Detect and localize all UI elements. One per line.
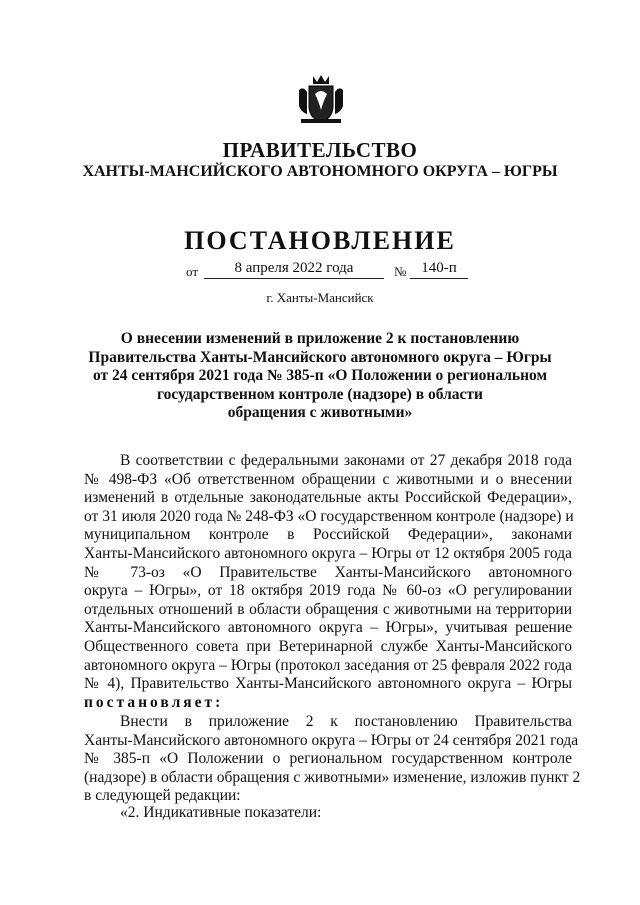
text-line: В соответствии с федеральными законами от 27 декабря 2018 года bbox=[120, 452, 572, 469]
number-label: № bbox=[394, 264, 407, 279]
text-line: № 498-ФЗ «Об ответственном обращении с животными и о внесении bbox=[84, 470, 572, 488]
region-name: ХАНТЫ-МАНСИЙСКОГО АВТОНОМНОГО ОКРУГА – ЮГРЫ bbox=[82, 163, 558, 180]
text-line: № 4), Правительство Ханты-Мансийского автономного округа – Югры bbox=[84, 675, 572, 693]
text-line: № 385-п «О Положении о региональном государственном контроле bbox=[84, 750, 572, 768]
city: г. Ханты-Мансийск bbox=[266, 290, 374, 305]
date-label: от bbox=[186, 264, 199, 279]
title-line: Правительства Ханты-Мансийского автономного округа – Югры bbox=[88, 348, 552, 366]
list-item: «2. Индикативные показатели: bbox=[120, 804, 322, 821]
title-line: от 24 сентября 2021 года № 385-п «О Положении о региональном bbox=[92, 367, 548, 385]
text-line: № 73-оз «О Правительстве Ханты-Мансийского автономного bbox=[84, 563, 572, 581]
document-date: 8 апреля 2022 года bbox=[204, 260, 384, 279]
document-type: ПОСТАНОВЛЕНИЕ bbox=[184, 226, 456, 255]
text-line: в следующей редакции: bbox=[84, 787, 241, 805]
government-name: ПРАВИТЕЛЬСТВО bbox=[222, 138, 418, 162]
text-line: муниципальном контроле в Российской Федерации», законами bbox=[84, 526, 572, 544]
text-line: от 31 июля 2020 года № 248-ФЗ «О государственном контроле (надзоре) и bbox=[84, 507, 574, 525]
text-line: Внести в приложение 2 к постановлению Правительства bbox=[120, 713, 572, 730]
text-line: Ханты-Мансийского автономного округа – Югры от 12 октября 2005 года bbox=[84, 544, 572, 562]
title-line: обращения с животными» bbox=[227, 404, 413, 422]
title-line: О внесении изменений в приложение 2 к постановлению bbox=[120, 330, 520, 347]
document-number: 140-п bbox=[410, 260, 468, 279]
text-line: (надзоре) в области обращения с животными» изменение, изложив пункт 2 bbox=[84, 768, 581, 786]
text-line: Общественного совета при Ветеринарной службе Ханты-Мансийского bbox=[84, 637, 572, 655]
preamble-paragraph bbox=[84, 452, 572, 712]
coat-of-arms-icon bbox=[293, 72, 349, 126]
text-line: изменений в отдельные законодательные акты Российской Федерации», bbox=[84, 489, 572, 507]
text-line: отдельных отношений в области обращения с животными на территории bbox=[84, 600, 572, 618]
text-line: Ханты-Мансийского автономного округа – Югры», учитывая решение bbox=[84, 619, 572, 637]
text-line: округа – Югры», от 18 октября 2019 года № 60-оз «О регулировании bbox=[84, 582, 572, 600]
text-line: автономного округа – Югры (протокол заседания от 25 февраля 2022 года bbox=[84, 656, 572, 674]
document-title bbox=[80, 330, 560, 423]
text-line: Ханты-Мансийского автономного округа – Югры от 24 сентября 2021 года bbox=[84, 731, 579, 749]
amendment-paragraph bbox=[84, 713, 581, 806]
title-line: государственном контроле (надзоре) в области bbox=[157, 385, 483, 403]
resolves-word: постановляет: bbox=[84, 693, 224, 711]
